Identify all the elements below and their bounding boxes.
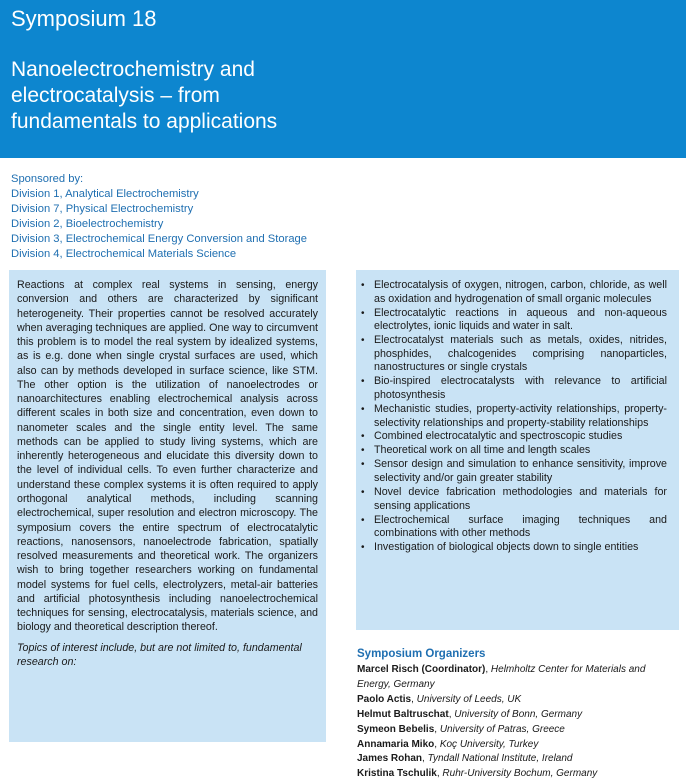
topic-item xyxy=(361,541,667,555)
organizer-affiliation: University of Patras, Greece xyxy=(439,723,565,735)
organizers-list xyxy=(357,663,677,782)
bullet-icon: • xyxy=(361,445,365,457)
topic-item xyxy=(361,402,667,430)
topic-item xyxy=(361,279,667,306)
organizer: Symeon Bebelis, University of Patras, Greece xyxy=(357,723,565,735)
bullet-icon: • xyxy=(361,542,365,554)
topic-text: Electrocatalytic reactions in aqueous and non-aqueous electrolytes, ionic liquids and water in salt. xyxy=(374,306,667,333)
symposium-number: Symposium 18 xyxy=(11,6,157,31)
topic-text: Electrocatalyst materials such as metals, oxides, nitrides, phosphides, chalcogenides comprising nanoparticles, nanostructures or single crystals xyxy=(374,334,667,374)
sponsor-division: Division 1, Analytical Electrochemistry xyxy=(11,188,199,200)
bullet-icon: • xyxy=(361,335,365,347)
topic-item xyxy=(361,486,667,513)
sponsor-division: Division 2, Bioelectrochemistry xyxy=(11,218,164,230)
organizer-name: Marcel Risch (Coordinator) xyxy=(357,664,486,675)
topic-text: Electrochemical surface imaging techniques and combinations with other methods xyxy=(374,513,667,540)
description-panel xyxy=(9,270,326,742)
bullet-icon: • xyxy=(361,280,365,291)
organizer-affiliation: University of Bonn, Germany xyxy=(454,708,583,720)
organizer-name: Kristina Tschulik xyxy=(357,768,437,780)
organizers-title: Symposium Organizers xyxy=(357,648,486,660)
organizer: Marcel Risch (Coordinator), Helmholtz Center for Materials and Energy, Germany xyxy=(357,664,646,690)
topic-item xyxy=(361,375,667,402)
topic-text: Sensor design and simulation to enhance sensitivity, improve selectivity and/or gain greater stability xyxy=(374,458,667,485)
organizer: Paolo Actis, University of Leeds, UK xyxy=(357,693,522,705)
bullet-icon: • xyxy=(361,376,365,388)
topics-panel xyxy=(356,270,679,630)
topic-item xyxy=(361,306,667,334)
bullet-icon: • xyxy=(361,307,365,319)
organizer: James Rohan, Tyndall National Institute, Ireland xyxy=(357,753,573,765)
topic-text: Electrocatalysis of oxygen, nitrogen, carbon, chloride, as well as oxidation and hydrogenation of small organic molecules xyxy=(374,279,667,305)
topic-text: Bio-inspired electrocatalysts with relevance to artificial photosynthesis xyxy=(374,375,667,401)
bullet-icon: • xyxy=(361,431,365,443)
organizer-affiliation: Helmholtz Center for Materials and Energy, Germany xyxy=(357,664,646,690)
topic-item xyxy=(361,513,667,541)
topics-list xyxy=(361,279,667,555)
sponsors-section xyxy=(11,172,307,262)
sponsor-division: Division 3, Electrochemical Energy Conversion and Storage xyxy=(11,233,307,245)
symposium-header xyxy=(0,0,686,158)
topic-item xyxy=(361,444,667,458)
title-line: electrocatalysis – from xyxy=(11,84,220,107)
organizer-name: Paolo Actis xyxy=(357,693,412,705)
organizer-affiliation: Koç University, Turkey xyxy=(439,738,539,750)
title-line: Nanoelectrochemistry and xyxy=(11,58,255,81)
organizer-affiliation: University of Leeds, UK xyxy=(416,693,522,705)
organizer-affiliation: Tyndall National Institute, Ireland xyxy=(427,753,573,765)
sponsors-label: Sponsored by: xyxy=(11,173,84,185)
topics-note: Topics of interest include, but are not limited to, fundamental research on: xyxy=(17,641,302,668)
topic-item xyxy=(361,430,667,444)
intro-paragraph: Reactions at complex real systems in sensing, energy conversion and others are characterized by significant heterogeneity. Their properties cannot be resolved accurately when averaging techniques are applied. One way to circumvent this problem is to model the real system by idealized systems, as is e.g. done when single crystal surfaces are used, which also can by methods developed in surface science, like STM. The other option is the utilization of nanoelectrodes or nanoarchitectures enabling electrochemical analysis across different scales in both size and concentration, even down to nanometer scales and the single entity level. The same methods can be applied to study living systems, which are inherently heterogeneous and elucidate this diversity down to the level of individual cells. To even further characterize and understand these complex systems it is often required to apply orthogonal analytical methods, including scanning electrochemical, super resolution and electron microscopy. The symposium covers the entire spectrum of electrocatalytic reactions, nanosensors, nanoelectrode fabrication, spatially resolved measurements and theoretical work. The organizers wish to bring together researchers working on fundamental model systems for fuel cells, electrolyzers, metal-air batteries and artificial photosynthesis including nanoelectrochemical techniques for sensing, electrocatalysis, materials science, and biology and theoretical description thereof. xyxy=(17,279,318,634)
bullet-icon: • xyxy=(361,459,365,471)
topic-text: Mechanistic studies, property-activity relationships, property-selectivity relationships and property-stability relationships xyxy=(374,402,667,429)
organizer-affiliation: Ruhr-University Bochum, Germany xyxy=(442,768,598,780)
topic-text: Investigation of biological objects down to single entities xyxy=(374,541,639,554)
organizer-name: Annamaria Miko xyxy=(357,738,435,750)
bullet-icon: • xyxy=(361,487,365,499)
sponsor-division: Division 4, Electrochemical Materials Science xyxy=(11,248,237,260)
organizer: Annamaria Miko, Koç University, Turkey xyxy=(357,738,539,750)
title-line: fundamentals to applications xyxy=(11,110,278,133)
topic-text: Theoretical work on all time and length scales xyxy=(374,444,591,457)
topic-item xyxy=(361,458,667,485)
sponsor-division: Division 7, Physical Electrochemistry xyxy=(11,203,194,215)
organizer-name: Helmut Baltruschat xyxy=(357,708,449,720)
topic-text: Combined electrocatalytic and spectroscopic studies xyxy=(374,430,623,443)
organizer-name: James Rohan xyxy=(357,753,423,765)
organizer-name: Symeon Bebelis xyxy=(357,723,435,735)
symposium-title xyxy=(11,57,431,135)
bullet-icon: • xyxy=(361,514,365,526)
bullet-icon: • xyxy=(361,403,365,415)
topic-item xyxy=(361,334,667,375)
organizer: Kristina Tschulik, Ruhr-University Bochum, Germany xyxy=(357,768,598,780)
organizer: Helmut Baltruschat, University of Bonn, Germany xyxy=(357,708,583,720)
topic-text: Novel device fabrication methodologies and materials for sensing applications xyxy=(374,486,667,512)
